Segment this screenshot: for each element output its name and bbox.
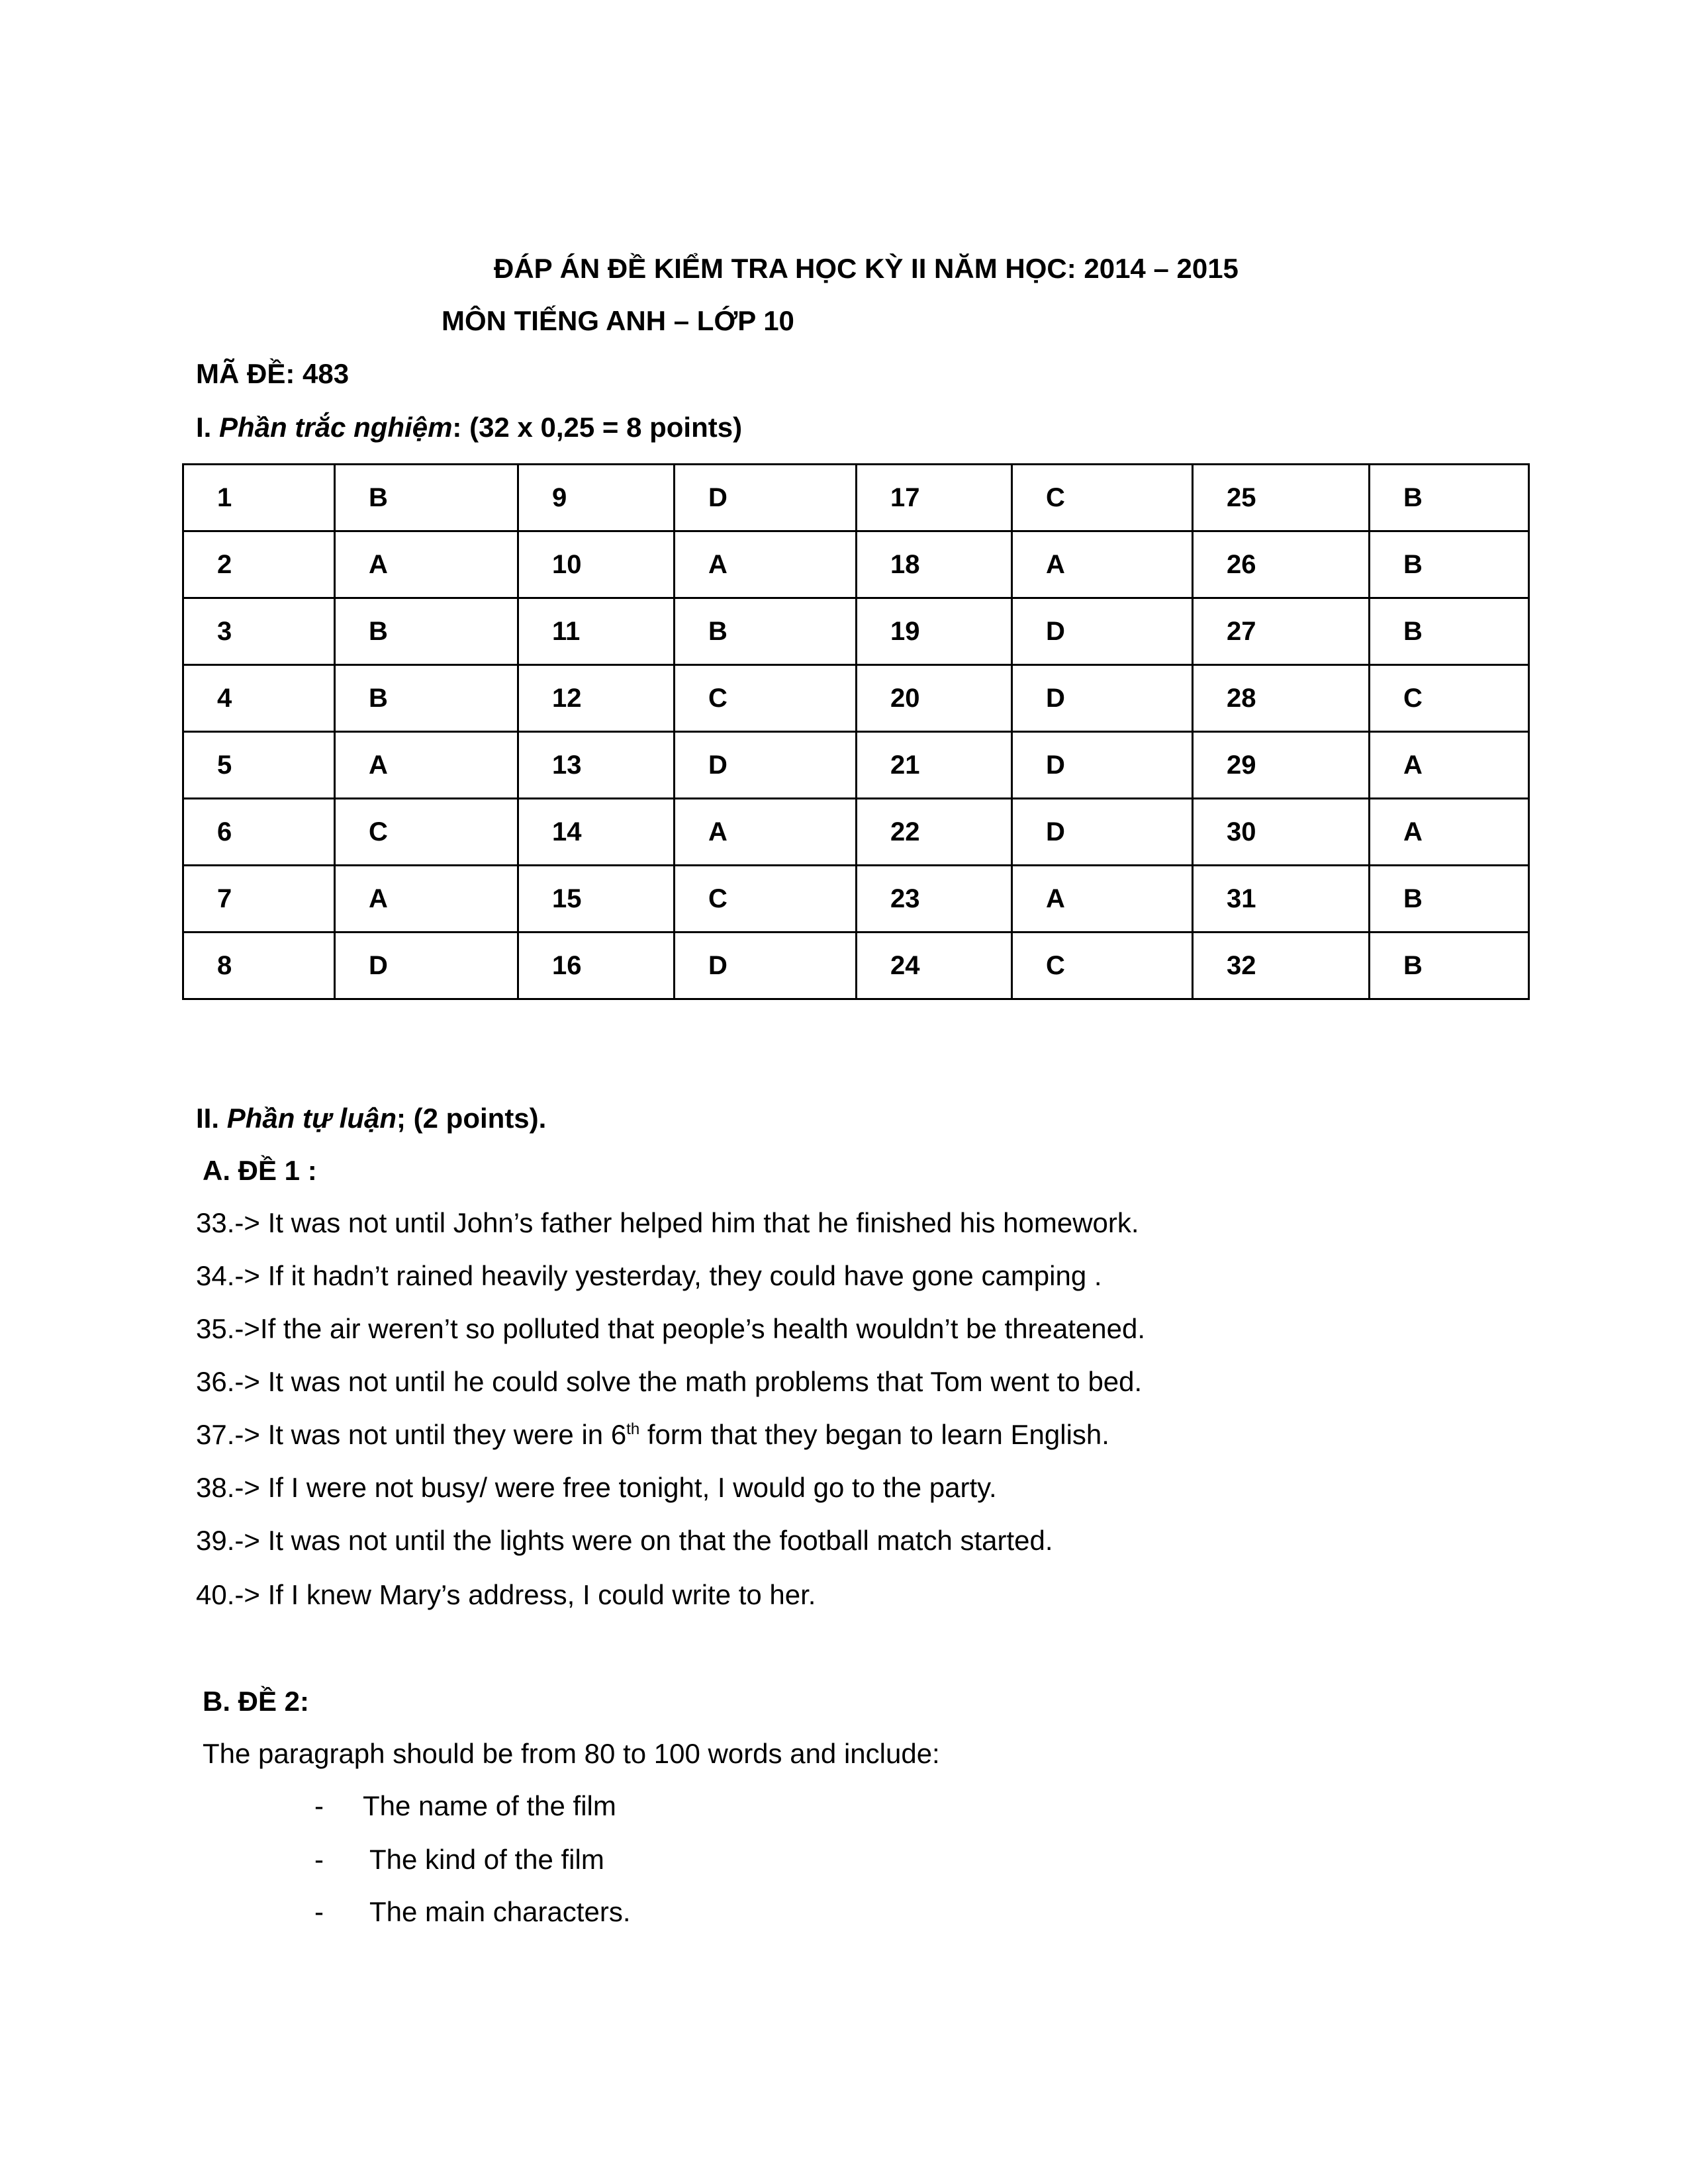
- answer-37-sup: th: [626, 1420, 640, 1438]
- question-number-cell: 3: [183, 598, 335, 665]
- question-number-cell: 11: [518, 598, 675, 665]
- answer-cell: B: [335, 665, 518, 732]
- answer-cell: A: [1012, 531, 1193, 598]
- question-number-cell: 13: [518, 732, 675, 799]
- part2-heading: [196, 1100, 546, 1137]
- answer-cell: A: [335, 531, 518, 598]
- answer-cell: B: [335, 465, 518, 531]
- answer-cell: D: [1012, 598, 1193, 665]
- answer-40: 40.-> If I knew Mary’s address, I could write to her.: [196, 1579, 816, 1610]
- answer-cell: D: [1012, 665, 1193, 732]
- section-b-heading: B. ĐỀ 2:: [203, 1686, 310, 1717]
- answer-cell: A: [675, 531, 857, 598]
- question-number-cell: 12: [518, 665, 675, 732]
- answer-table: [182, 463, 1530, 1000]
- document-title: ĐÁP ÁN ĐỀ KIỂM TRA HỌC KỲ II NĂM HỌC: 2014 – 2015: [494, 253, 1239, 284]
- table-row: [183, 933, 1529, 999]
- question-number-cell: 16: [518, 933, 675, 999]
- question-number-cell: 21: [857, 732, 1012, 799]
- table-row: [183, 799, 1529, 866]
- exam-code: MÃ ĐỀ: 483: [196, 358, 350, 389]
- question-number-cell: 26: [1193, 531, 1370, 598]
- answer-cell: D: [675, 933, 857, 999]
- question-number-cell: 14: [518, 799, 675, 866]
- question-number-cell: 32: [1193, 933, 1370, 999]
- answer-33: 33.-> It was not until John’s father helped him that he finished his homework.: [196, 1207, 1139, 1238]
- part2-suffix: ; (2 points).: [397, 1103, 547, 1134]
- answer-cell: A: [1012, 866, 1193, 933]
- bullet-marker: -: [314, 1790, 324, 1821]
- section-a-heading: A. ĐỀ 1 :: [203, 1155, 317, 1186]
- answer-cell: B: [1370, 531, 1529, 598]
- answer-39: 39.-> It was not until the lights were on that the football match started.: [196, 1525, 1053, 1556]
- question-number-cell: 5: [183, 732, 335, 799]
- answer-cell: C: [1370, 665, 1529, 732]
- part1-suffix: : (32 x 0,25 = 8 points): [452, 412, 743, 443]
- answer-38: 38.-> If I were not busy/ were free tonight, I would go to the party.: [196, 1472, 997, 1503]
- answer-cell: D: [1012, 732, 1193, 799]
- answer-cell: A: [335, 866, 518, 933]
- question-number-cell: 24: [857, 933, 1012, 999]
- table-row: [183, 465, 1529, 531]
- table-row: [183, 866, 1529, 933]
- question-number-cell: 4: [183, 665, 335, 732]
- answer-cell: D: [335, 933, 518, 999]
- question-number-cell: 31: [1193, 866, 1370, 933]
- answer-cell: A: [335, 732, 518, 799]
- answer-cell: B: [1370, 866, 1529, 933]
- answer-cell: C: [675, 866, 857, 933]
- bullet-item: The kind of the film: [369, 1844, 604, 1875]
- answer-cell: D: [675, 732, 857, 799]
- question-number-cell: 23: [857, 866, 1012, 933]
- answer-cell: B: [1370, 465, 1529, 531]
- question-number-cell: 27: [1193, 598, 1370, 665]
- answer-36: 36.-> It was not until he could solve the math problems that Tom went to bed.: [196, 1366, 1143, 1397]
- question-number-cell: 25: [1193, 465, 1370, 531]
- part2-name: Phần tự luận: [226, 1103, 397, 1134]
- part1-name: Phần trắc nghiệm: [219, 412, 453, 443]
- table-row: [183, 598, 1529, 665]
- part1-prefix: I.: [196, 412, 220, 443]
- question-number-cell: 8: [183, 933, 335, 999]
- answer-37-pre: 37.-> It was not until they were in 6: [196, 1419, 627, 1450]
- document-subtitle: MÔN TIẾNG ANH – LỚP 10: [442, 305, 794, 336]
- part2-prefix: II.: [196, 1103, 227, 1134]
- answer-cell: C: [675, 665, 857, 732]
- table-row: [183, 732, 1529, 799]
- question-number-cell: 7: [183, 866, 335, 933]
- question-number-cell: 9: [518, 465, 675, 531]
- question-number-cell: 18: [857, 531, 1012, 598]
- question-number-cell: 30: [1193, 799, 1370, 866]
- answer-37: [196, 1416, 1109, 1453]
- question-number-cell: 20: [857, 665, 1012, 732]
- answer-cell: A: [1370, 732, 1529, 799]
- answer-cell: B: [335, 598, 518, 665]
- bullet-item: The name of the film: [363, 1790, 616, 1821]
- answer-cell: C: [335, 799, 518, 866]
- answer-34: 34.-> If it hadn’t rained heavily yesterday, they could have gone camping .: [196, 1260, 1102, 1291]
- answer-cell: B: [1370, 933, 1529, 999]
- question-number-cell: 17: [857, 465, 1012, 531]
- answer-35: 35.->If the air weren’t so polluted that people’s health wouldn’t be threatened.: [196, 1313, 1146, 1344]
- answer-cell: A: [675, 799, 857, 866]
- question-number-cell: 1: [183, 465, 335, 531]
- answer-cell: D: [675, 465, 857, 531]
- question-number-cell: 28: [1193, 665, 1370, 732]
- question-number-cell: 15: [518, 866, 675, 933]
- bullet-item: The main characters.: [369, 1896, 631, 1927]
- table-row: [183, 531, 1529, 598]
- bullet-marker: -: [314, 1896, 324, 1927]
- answer-cell: A: [1370, 799, 1529, 866]
- question-number-cell: 29: [1193, 732, 1370, 799]
- answer-cell: C: [1012, 933, 1193, 999]
- question-number-cell: 22: [857, 799, 1012, 866]
- bullet-marker: -: [314, 1844, 324, 1875]
- answer-37-post: form that they began to learn English.: [639, 1419, 1109, 1450]
- answer-cell: B: [675, 598, 857, 665]
- paragraph-instruction: The paragraph should be from 80 to 100 words and include:: [203, 1738, 940, 1769]
- question-number-cell: 10: [518, 531, 675, 598]
- question-number-cell: 2: [183, 531, 335, 598]
- question-number-cell: 6: [183, 799, 335, 866]
- question-number-cell: 19: [857, 598, 1012, 665]
- answer-cell: D: [1012, 799, 1193, 866]
- table-row: [183, 665, 1529, 732]
- answer-cell: B: [1370, 598, 1529, 665]
- answer-cell: C: [1012, 465, 1193, 531]
- part1-heading: [196, 409, 742, 446]
